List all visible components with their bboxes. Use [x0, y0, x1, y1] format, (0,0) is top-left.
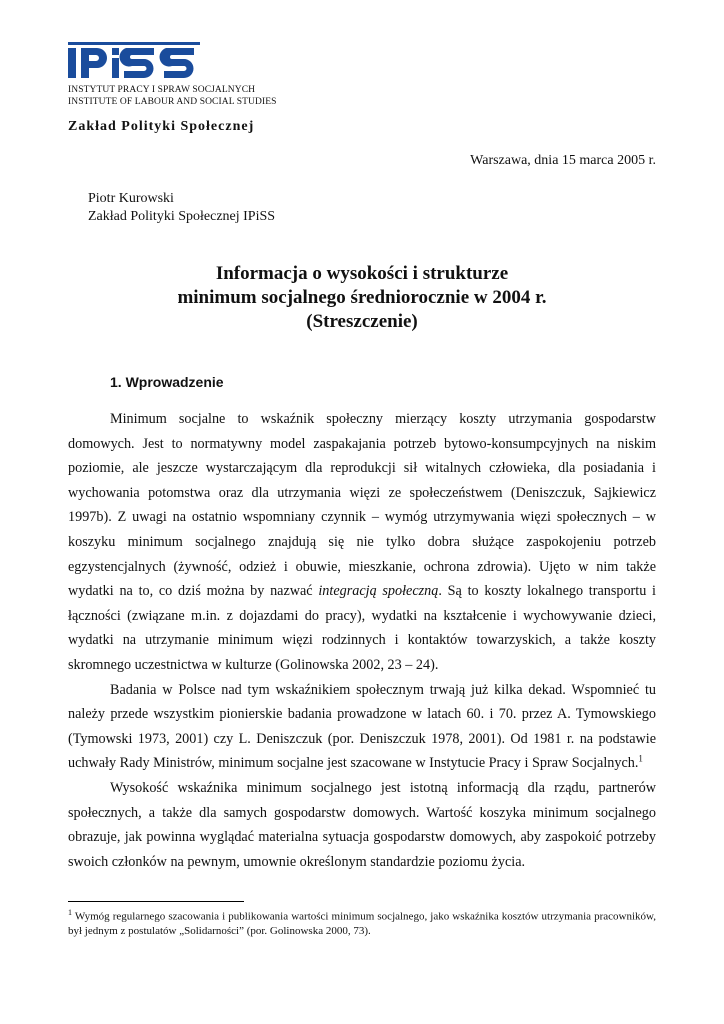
footnote: [68, 906, 656, 938]
footnote-marker: 1: [68, 908, 72, 917]
institute-name-en: INSTITUTE OF LABOUR AND SOCIAL STUDIES: [68, 97, 277, 107]
title-line-2: minimum socjalnego średniorocznie w 2004 r.: [177, 287, 547, 308]
footnote-text: Wymóg regularnego szacowania i publikowania wartości minimum socjalnego, jako wskaźnika kosztów utrzymania pracowników, był jednym z postulatów „Solidarności” (por. Golinowska 2000, 73).: [68, 910, 656, 937]
letter-date: Warszawa, dnia 15 marca 2005 r.: [470, 153, 656, 168]
title-line-1: Informacja o wysokości i strukturze: [215, 263, 509, 284]
paragraph-2: Badania w Polsce nad tym wskaźnikiem społecznym trwają już kilka dekad. Wspomnieć tu należy przede wszystkim pionierskie badania prowadzone w latach 60. i 70. przez A. Tymowskiego (Tymowski 1973, 2001) czy L. Deniszczuk (por. Deniszczuk 1978, 2001). Od 1981 r. na podstawie uchwały Rady Ministrów, minimum socjalne jest szacowane w Instytucie Pracy i Spraw Socjalnych.$^1$: [68, 681, 656, 772]
paragraph-1: Minimum socjalne to wskaźnik społeczny mierzący koszty utrzymania gospodarstw domowych. Jest to normatywny model zaspakajania potrzeb bytowo-konsumpcyjnych na niskim poziomie, ale jeszcze wystarczającym dla reprodukcji sił witalnych człowieka, dla posiadania i wychowania potomstwa oraz dla utrzymania więzi ze społeczeństwem (Deniszczuk, Sajkiewicz 1997b). Z uwagi na ostatnio wspomniany czynnik – wymóg utrzymywania więzi społecznych – w koszyku minimum socjalnego znajdują się nie tylko dobra służące zaspokojeniu potrzeb egzystencjalnych (żywność, odzież i obuwie, mieszkanie, ochrona zdrowia). Ujęto w nim także wydatki na to, co dziś można by nazwać integracją społeczną. Są to koszty lokalnego transportu i łączności (związane m.in. z dojazdami do pracy), wydatki na kształcenie i wychowywanie dzieci, wydatki na utrzymanie minimum więzi rodzinnych i kontaktów towarzyskich, a także koszty skromnego uczestnictwa w kulturze (Golinowska 2002, 23 – 24).: [68, 411, 656, 673]
institute-name-pl: INSTYTUT PRACY I SPRAW SOCJALNYCH: [68, 85, 256, 95]
footnote-divider: [68, 901, 244, 902]
ipiss-logo: [68, 42, 200, 82]
footnote-reference[interactable]: 1: [638, 753, 643, 764]
paragraph-3: Wysokość wskaźnika minimum socjalnego jest istotną informacją dla rządu, partnerów społecznych, a także dla samych gospodarstw domowych. Wartość koszyka minimum socjalnego obrazuje, jak powinna wyglądać materialna sytuacja gospodarstw domowych, aby zaspokoić potrzeby swoich członków na pewnym, umownie określonym standardzie poziomu życia.: [68, 779, 656, 870]
body-text: [68, 407, 656, 874]
emphasis-term: integracją społeczną: [318, 583, 439, 600]
document-title: [0, 262, 724, 334]
department-name: Zakład Polityki Społecznej: [68, 119, 255, 134]
section-heading: 1. Wprowadzenie: [110, 374, 224, 390]
title-line-3: (Streszczenie): [306, 311, 418, 332]
author-name: Piotr Kurowski: [88, 191, 174, 206]
author-unit: Zakład Polityki Społecznej IPiSS: [88, 209, 276, 224]
